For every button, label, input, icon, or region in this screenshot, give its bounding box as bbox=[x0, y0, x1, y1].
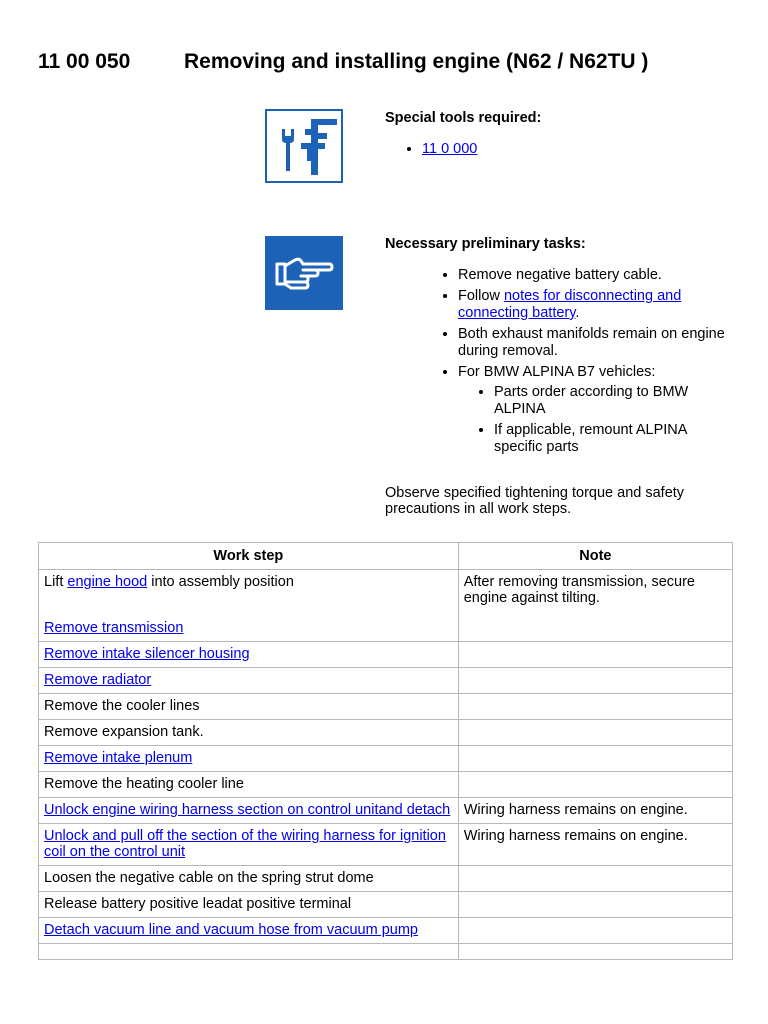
item-text: For BMW ALPINA B7 vehicles: bbox=[458, 364, 656, 380]
procedure-code: 11 00 050 bbox=[38, 50, 131, 73]
table-row bbox=[39, 892, 733, 918]
tool-link[interactable]: 11 0 000 bbox=[422, 141, 478, 157]
preliminary-tasks-list bbox=[385, 267, 725, 456]
preliminary-tasks-section bbox=[385, 236, 725, 460]
note-cell bbox=[458, 694, 732, 720]
list-item bbox=[458, 288, 725, 322]
page-title bbox=[38, 50, 648, 74]
note-cell bbox=[458, 720, 732, 746]
work-step-link[interactable]: Remove radiator bbox=[44, 672, 152, 688]
note-cell bbox=[458, 918, 732, 944]
work-step-cell: Remove expansion tank. bbox=[39, 720, 459, 746]
list-item bbox=[458, 364, 725, 456]
list-item bbox=[422, 141, 725, 158]
engine-hood-link[interactable]: engine hood bbox=[67, 574, 148, 590]
note-cell bbox=[458, 642, 732, 668]
note-header: Note bbox=[458, 543, 732, 570]
table-row bbox=[39, 570, 733, 642]
table-row bbox=[39, 642, 733, 668]
table-row bbox=[39, 746, 733, 772]
table-row bbox=[39, 772, 733, 798]
work-step-cell bbox=[39, 570, 459, 642]
list-item: • Both exhaust manifolds remain on engine during removal. bbox=[458, 326, 725, 360]
list-item: • Remove negative battery cable. bbox=[458, 267, 725, 284]
work-step-cell: Remove the heating cooler line bbox=[39, 772, 459, 798]
table-row bbox=[39, 918, 733, 944]
work-step-cell bbox=[39, 746, 459, 772]
work-step-cell: Remove the cooler lines bbox=[39, 694, 459, 720]
work-step-link[interactable]: Remove intake plenum bbox=[44, 750, 193, 766]
alpina-sub-list bbox=[458, 384, 725, 456]
note-cell: Wiring harness remains on engine. bbox=[458, 824, 732, 866]
table-row bbox=[39, 866, 733, 892]
tools-icon bbox=[265, 109, 343, 183]
work-steps-table bbox=[38, 542, 733, 960]
special-tools-list bbox=[385, 141, 725, 158]
special-tools-section bbox=[385, 110, 725, 158]
table-row bbox=[39, 824, 733, 866]
preliminary-tasks-heading: Necessary preliminary tasks: bbox=[385, 236, 586, 252]
work-step-link[interactable]: Detach vacuum line and vacuum hose from vacuum pump bbox=[44, 922, 418, 938]
table-row bbox=[39, 944, 733, 960]
sub-list-item: • If applicable, remount ALPINA specific parts bbox=[494, 422, 725, 456]
table-header-row bbox=[39, 543, 733, 570]
item-text: Follow bbox=[458, 288, 504, 304]
table-row bbox=[39, 694, 733, 720]
work-step-cell bbox=[39, 668, 459, 694]
note-cell bbox=[458, 944, 732, 960]
step-text: Lift bbox=[44, 574, 68, 590]
procedure-title: Removing and installing engine (N62 / N62TU ) bbox=[184, 50, 649, 73]
item-text: . bbox=[575, 305, 580, 321]
work-step-cell bbox=[39, 642, 459, 668]
work-step-cell bbox=[39, 824, 459, 866]
work-step-header: Work step bbox=[39, 543, 459, 570]
note-cell bbox=[458, 892, 732, 918]
table-row bbox=[39, 668, 733, 694]
work-step-cell: Release battery positive leadat positive terminal bbox=[39, 892, 459, 918]
note-cell bbox=[458, 866, 732, 892]
work-step-link[interactable]: Unlock engine wiring harness section on control unitand detach bbox=[44, 802, 451, 818]
pointing-hand-icon bbox=[265, 236, 343, 310]
table-row bbox=[39, 798, 733, 824]
note-cell bbox=[458, 746, 732, 772]
remove-transmission-link[interactable]: Remove transmission bbox=[44, 620, 184, 636]
step-text: into assembly position bbox=[147, 574, 294, 590]
note-cell: Wiring harness remains on engine. bbox=[458, 798, 732, 824]
sub-list-item: • Parts order according to BMW ALPINA bbox=[494, 384, 725, 418]
work-step-link[interactable]: Unlock and pull off the section of the wiring harness for ignition coil on the control unit bbox=[44, 828, 446, 860]
special-tools-heading: Special tools required: bbox=[385, 110, 542, 126]
battery-notes-link[interactable]: notes for disconnecting and connecting battery bbox=[458, 288, 682, 321]
table-row bbox=[39, 720, 733, 746]
note-cell bbox=[458, 772, 732, 798]
work-step-cell bbox=[39, 798, 459, 824]
work-step-cell bbox=[39, 944, 459, 960]
work-step-cell bbox=[39, 918, 459, 944]
note-cell: After removing transmission, secure engine against tilting. bbox=[458, 570, 732, 642]
work-step-link[interactable]: Remove intake silencer housing bbox=[44, 646, 250, 662]
note-cell bbox=[458, 668, 732, 694]
work-step-cell: Loosen the negative cable on the spring strut dome bbox=[39, 866, 459, 892]
observe-note: Observe specified tightening torque and safety precautions in all work steps. bbox=[385, 485, 685, 517]
